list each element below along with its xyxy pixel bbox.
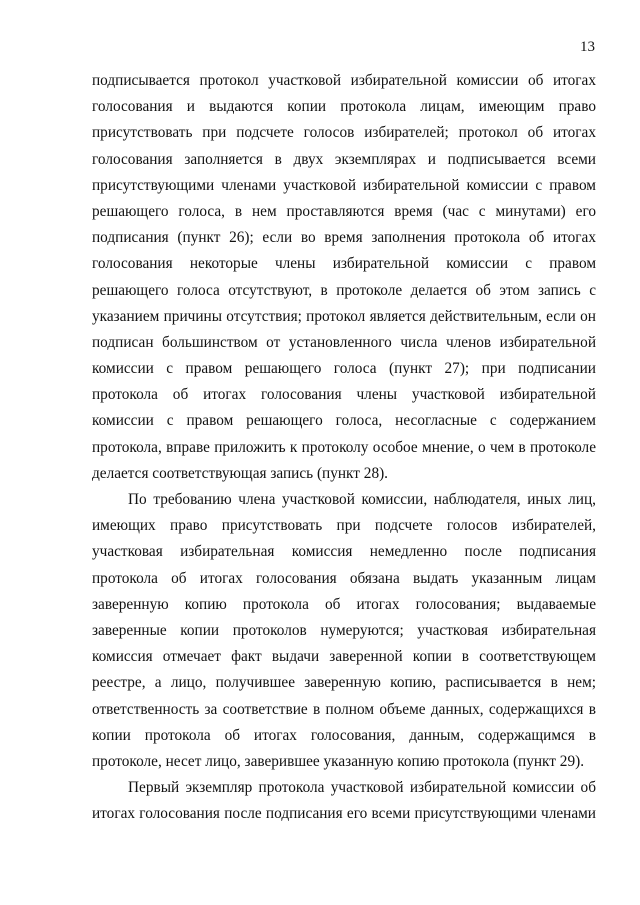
text-line: указанием причины отсутствия; протокол является действительным, если он [92, 307, 596, 325]
text-line: делается соответствующая запись (пункт 28). [92, 464, 389, 482]
text-line: Первый экземпляр протокола участковой избирательной комиссии об [128, 779, 596, 797]
text-line: голосования некоторые члены избирательной комиссии с правом [92, 255, 596, 273]
text-line: имеющих право присутствовать при подсчете голосов избирателей, [92, 517, 596, 535]
text-line: ответственность за соответствие в полном объеме данных, содержащихся в [92, 700, 596, 718]
text-line: реестре, а лицо, получившее заверенную копию, расписывается в нем; [92, 674, 596, 692]
page-number: 13 [580, 39, 595, 55]
text-line: По требованию члена участковой комиссии, наблюдателя, иных лиц, [128, 491, 596, 508]
document-body [92, 68, 596, 827]
text-line: присутствовать при подсчете голосов избирателей; протокол об итогах [92, 124, 596, 142]
paragraph-2 [92, 487, 596, 775]
text-line: подписан большинством от установленного числа членов избирательной [92, 333, 596, 351]
paragraph-1 [92, 68, 596, 487]
text-line: копии протокола об итогах голосования, данным, содержащимся в [92, 726, 596, 744]
text-line: протокола, вправе приложить к протоколу особое мнение, о чем в протоколе [92, 438, 596, 456]
text-line: протокола об итогах голосования обязана выдать указанным лицам [92, 569, 596, 587]
text-line: решающего голоса отсутствуют, в протоколе делается об этом запись с [92, 281, 596, 299]
text-line: протокола об итогах голосования члены участковой избирательной [92, 386, 596, 404]
text-line: участковая избирательная комиссия немедленно после подписания [92, 543, 596, 561]
text-line: решающего голоса, в нем проставляются время (час с минутами) его [92, 202, 596, 220]
text-line: комиссии с правом решающего голоса (пункт 27); при подписании [92, 360, 596, 378]
text-line: подписывается протокол участковой избирательной комиссии об итогах [92, 72, 596, 89]
text-line: подписания (пункт 26); если во время заполнения протокола об итогах [92, 229, 596, 247]
text-line: комиссия отмечает факт выдачи заверенной копии в соответствующем [92, 648, 596, 666]
text-line: заверенные копии протоколов нумеруются; участковая избирательная [92, 621, 596, 639]
text-line: заверенную копию протокола об итогах голосования; выдаваемые [92, 595, 596, 613]
paragraph-3 [92, 775, 596, 827]
text-line: протоколе, несет лицо, заверившее указанную копию протокола (пункт 29). [92, 752, 585, 770]
text-line: присутствующими членами участковой избирательной комиссии с правом [92, 176, 596, 194]
text-line: комиссии с правом решающего голоса, несогласные с содержанием [92, 412, 596, 430]
text-line: итогах голосования после подписания его всеми присутствующими членами [92, 805, 596, 823]
text-line: голосования заполняется в двух экземплярах и подписывается всеми [92, 150, 596, 168]
text-line: голосования и выдаются копии протокола лицам, имеющим право [92, 98, 596, 116]
